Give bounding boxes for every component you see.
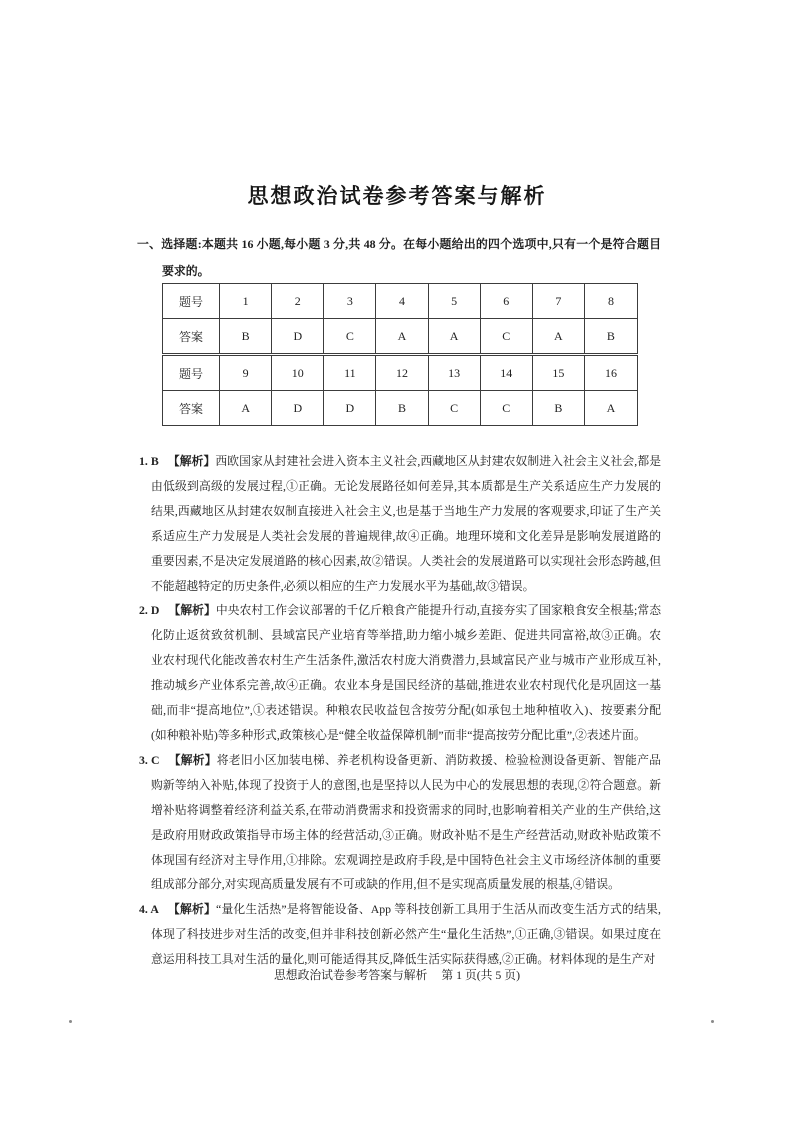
answer-cell: C <box>428 391 480 426</box>
explanation-text: 将老旧小区加装电梯、养老机构设备更新、消防救援、检验检测设备更新、智能产品购新等纳入补贴,体现了投资于人的意图,也是坚持以人民为中心的发展思想的表现,②符合题意。新增补贴将调整着经济利益关系,在带动消费需求和投资需求的同时,也影响着相关产业的生产供给,这是政府用财政政策指导市场主体的经营活动,③正确。财政补贴不是生产经营活动,财政补贴政策不体现国有经济对主导作用,①排除。宏观调控是政府手段,是中国特色社会主义市场经济体制的重要组成部分部分,对实现高质量发展有不可或缺的作用,但不是实现高质量发展的根基,④错误。 <box>151 752 661 892</box>
question-number-cell: 1 <box>220 284 272 319</box>
answer-cell: B <box>584 319 637 355</box>
question-number-cell: 8 <box>584 284 637 319</box>
row-header-cell: 答案 <box>163 319 220 355</box>
explanation-item <box>139 449 661 598</box>
row-header-cell: 题号 <box>163 284 220 319</box>
page-title: 思想政治试卷参考答案与解析 <box>247 184 547 208</box>
analysis-label: 【解析】 <box>167 902 217 917</box>
question-number: 4. A <box>139 902 159 917</box>
explanation-text: “量化生活热”是将智能设备、App 等科技创新工具用于生活从而改变生活方式的结果,体现了科技进步对生活的改变,但并非科技创新必然产生“量化生活热”,①正确,③错误。如果过度在意运用科技工具对生活的量化,则可能适得其反,降低生活实际获得感,②正确。材料体现的是生产对 <box>151 902 661 967</box>
question-number: 1. B <box>139 454 159 468</box>
table-row <box>163 284 638 319</box>
analysis-label: 【解析】 <box>168 752 217 767</box>
answer-cell: A <box>220 391 272 426</box>
table-row <box>163 391 638 426</box>
question-number-cell: 3 <box>324 284 376 319</box>
question-number-cell: 12 <box>376 355 428 391</box>
question-number-cell: 15 <box>532 355 584 391</box>
page-footer <box>0 966 794 983</box>
answer-cell: D <box>272 319 324 355</box>
explanation-item <box>139 748 661 897</box>
answer-cell: A <box>376 319 428 355</box>
answer-cell: A <box>584 391 637 426</box>
answer-cell: D <box>272 391 324 426</box>
footer-page-number: 第 1 页(共 5 页) <box>441 968 520 982</box>
row-header-cell: 题号 <box>163 355 220 391</box>
explanations-section <box>139 449 661 972</box>
question-number-cell: 11 <box>324 355 376 391</box>
question-number-cell: 4 <box>376 284 428 319</box>
question-number-cell: 9 <box>220 355 272 391</box>
answer-cell: B <box>376 391 428 426</box>
answer-cell: B <box>220 319 272 355</box>
answer-cell: C <box>324 319 376 355</box>
answer-table <box>162 283 638 426</box>
answer-cell: B <box>532 391 584 426</box>
answer-cell: C <box>480 319 532 355</box>
question-number-cell: 14 <box>480 355 532 391</box>
table-row <box>163 319 638 355</box>
section-intro: 一、选择题:本题共 16 小题,每小题 3 分,共 48 分。在每小题给出的四个选项中,只有一个是符合题目要求的。 <box>137 237 661 278</box>
question-number-cell: 6 <box>480 284 532 319</box>
crop-mark-left <box>69 1020 72 1023</box>
question-number-cell: 16 <box>584 355 637 391</box>
analysis-label: 【解析】 <box>168 603 216 618</box>
explanation-text: 中央农村工作会议部署的千亿斤粮食产能提升行动,直接夯实了国家粮食安全根基;常态化防止返贫致贫机制、县域富民产业培育等举措,助力缩小城乡差距、促进共同富裕,故③正确。农业农村现代化能改善农村生产生活条件,激活农村庞大消费潜力,县域富民产业与城市产业形成互补,推动城乡产业体系完善,故④正确。农业本身是国民经济的基础,推进农业农村现代化是巩固这一基础,而非“提高地位”,①表述错误。种粮农民收益包含按劳分配(如承包土地种植收入)、按要素分配(如种粮补贴)等多种形式,政策核心是“健全收益保障机制”而非“提高按劳分配比重”,②表述片面。 <box>151 603 661 742</box>
question-number-cell: 2 <box>272 284 324 319</box>
footer-doc-name: 思想政治试卷参考答案与解析 <box>273 968 428 982</box>
explanation-item <box>139 598 661 747</box>
question-number-cell: 7 <box>532 284 584 319</box>
answer-cell: C <box>480 391 532 426</box>
explanation-text: 西欧国家从封建社会进入资本主义社会,西藏地区从封建农奴制进入社会主义社会,都是由低级到高级的发展过程,①正确。无论发展路径如何差异,其本质都是生产关系适应生产力发展的结果,西藏地区从封建农奴制直接进入社会主义,也是基于当地生产力发展的客观要求,印证了生产关系适应生产力发展是人类社会发展的普遍规律,故④正确。地理环境和文化差异是影响发展道路的重要因素,不是决定发展道路的核心因素,故②错误。人类社会的发展道路可以实现社会形态跨越,但不能超越特定的历史条件,必须以相应的生产力发展水平为基础,故③错误。 <box>151 454 662 593</box>
crop-mark-right <box>711 1020 714 1023</box>
explanation-item <box>139 897 661 972</box>
question-number: 3. C <box>139 752 160 767</box>
answer-cell: D <box>324 391 376 426</box>
table-row <box>163 355 638 391</box>
question-number-cell: 5 <box>428 284 480 319</box>
question-number-cell: 13 <box>428 355 480 391</box>
question-number-cell: 10 <box>272 355 324 391</box>
analysis-label: 【解析】 <box>167 454 216 468</box>
answer-cell: A <box>428 319 480 355</box>
question-number: 2. D <box>139 603 160 618</box>
row-header-cell: 答案 <box>163 391 220 426</box>
answer-cell: A <box>532 319 584 355</box>
